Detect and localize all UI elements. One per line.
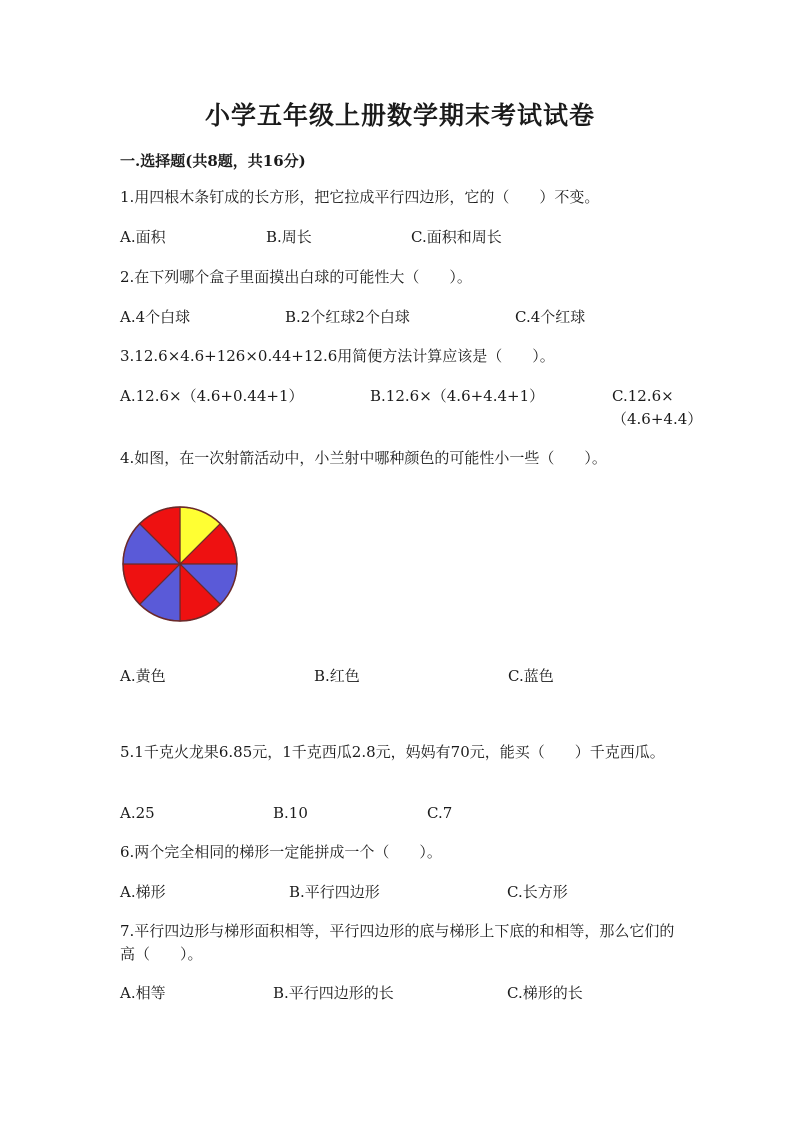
q2-option-b[interactable]: B.2个红球2个白球 [285,308,410,326]
q2-option-c[interactable]: C.4个红球 [515,308,586,326]
q6-option-a[interactable]: A.梯形 [120,883,166,901]
q4-option-b[interactable]: B.红色 [314,667,360,685]
q4-option-c[interactable]: C.蓝色 [508,667,554,685]
question-7: 7.平行四边形与梯形面积相等，平行四边形的底与梯形上下底的和相等，那么它们的高（ ）。 [120,922,675,963]
question-6: 6.两个完全相同的梯形一定能拼成一个（ ）。 [120,843,442,861]
q5-option-b[interactable]: B.10 [273,804,308,822]
q2-option-a[interactable]: A.4个白球 [120,308,191,326]
q3-option-a[interactable]: A.12.6×（4.6+0.44+1） [120,387,304,405]
question-5: 5.1千克火龙果6.85元，1千克西瓜2.8元，妈妈有70元，能买（ ）千克西瓜。 [120,743,665,761]
q6-option-b[interactable]: B.平行四边形 [289,883,380,901]
q7-option-b[interactable]: B.平行四边形的长 [273,984,394,1002]
q7-option-a[interactable]: A.相等 [120,984,166,1002]
q7-option-c[interactable]: C.梯形的长 [507,984,583,1002]
section-heading: 一.选择题(共8题，共16分) [120,152,306,170]
q5-option-c[interactable]: C.7 [427,804,453,822]
archery-target-figure [121,505,239,623]
q1-option-c[interactable]: C.面积和周长 [411,228,502,246]
question-2: 2.在下列哪个盒子里面摸出白球的可能性大（ ）。 [120,268,472,286]
q5-option-a[interactable]: A.25 [120,804,155,822]
question-4: 4.如图，在一次射箭活动中，小兰射中哪种颜色的可能性小一些（ ）。 [120,449,607,467]
q6-option-c[interactable]: C.长方形 [507,883,568,901]
q3-option-b[interactable]: B.12.6×（4.6+4.4+1） [370,387,545,405]
question-3: 3.12.6×4.6+126×0.44+12.6用简便方法计算应该是（ ）。 [120,347,555,365]
q3-option-c-text: C.12.6×（4.6+4.4） [612,387,703,428]
question-1: 1.用四根木条钉成的长方形，把它拉成平行四边形，它的（ ）不变。 [120,188,600,206]
q3-option-c[interactable] [612,385,703,431]
q4-option-a[interactable]: A.黄色 [120,667,166,685]
q1-option-b[interactable]: B.周长 [266,228,312,246]
page-title: 小学五年级上册数学期末考试试卷 [204,101,595,130]
q1-option-a[interactable]: A.面积 [120,228,166,246]
